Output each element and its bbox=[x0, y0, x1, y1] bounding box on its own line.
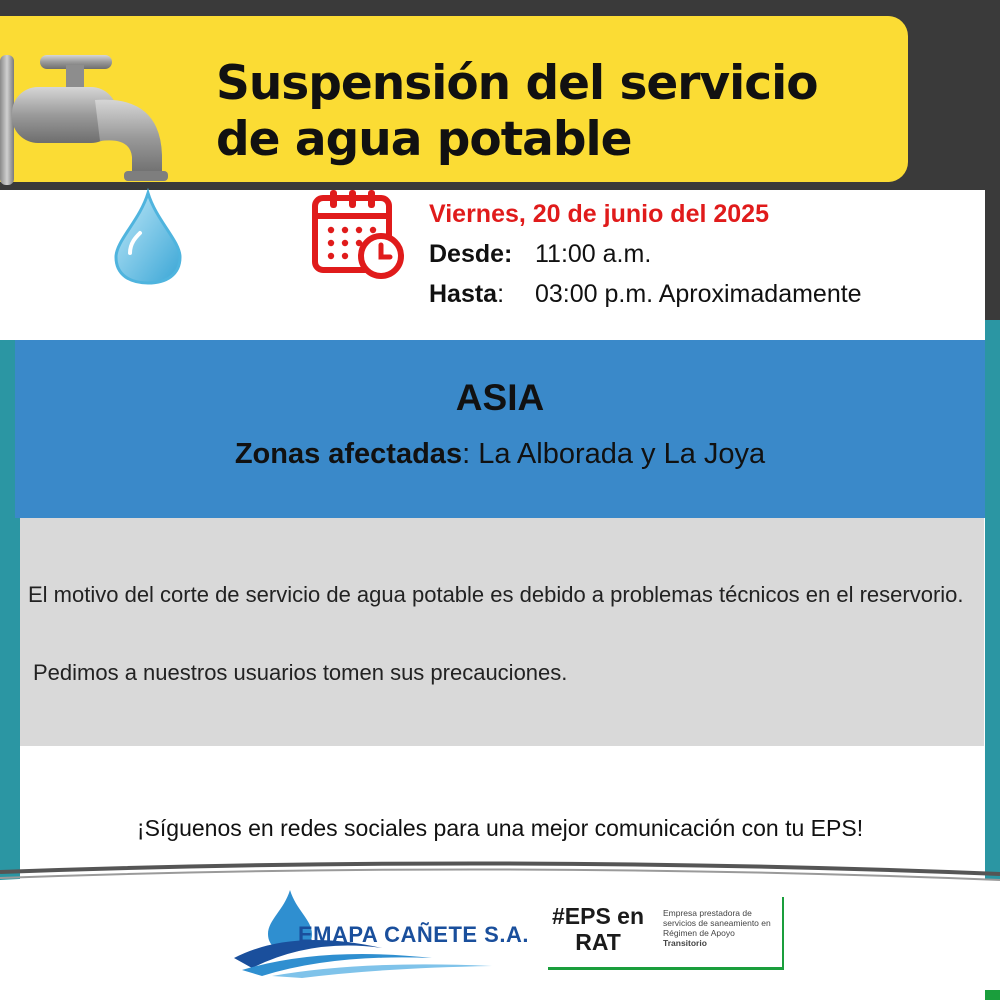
faucet-icon bbox=[0, 45, 190, 285]
title-line-1: Suspensión del servicio bbox=[216, 56, 818, 111]
eps-rat-title: #EPS en RAT bbox=[551, 903, 645, 955]
end-time-value: 03:00 p.m. Aproximadamente bbox=[535, 280, 862, 308]
affected-area-band bbox=[15, 340, 985, 518]
start-time bbox=[429, 240, 651, 269]
suspension-reason: El motivo del corte de servicio de agua potable es debido a problemas técnicos en el reservorio. bbox=[28, 582, 964, 607]
title-line-2: de agua potable bbox=[216, 112, 632, 167]
affected-zones-value: : La Alborada y La Joya bbox=[462, 438, 766, 470]
calendar-clock-icon bbox=[310, 188, 406, 280]
right-teal-frame bbox=[985, 320, 1000, 880]
district-name: ASIA bbox=[455, 377, 545, 418]
affected-zones bbox=[15, 438, 985, 471]
start-time-label: Desde: bbox=[429, 240, 513, 268]
page-title bbox=[216, 56, 876, 168]
suspension-date: Viernes, 20 de junio del 2025 bbox=[429, 200, 769, 228]
end-time bbox=[429, 280, 862, 309]
end-time-label: Hasta: bbox=[429, 280, 505, 308]
eps-rat-description: Empresa prestadora de servicios de saneamiento en Régimen de Apoyo Transitorio bbox=[663, 908, 771, 948]
green-corner-accent bbox=[985, 990, 1000, 1000]
social-follow-message: ¡Síguenos en redes sociales para una mejor comunicación con tu EPS! bbox=[136, 815, 864, 841]
water-drop-icon bbox=[116, 193, 180, 283]
notice-panel bbox=[20, 518, 984, 746]
precaution-message: Pedimos a nuestros usuarios tomen sus precauciones. bbox=[33, 660, 568, 685]
affected-zones-label: Zonas afectadas bbox=[234, 438, 463, 470]
emapa-logo-name: EMAPA CAÑETE S.A. bbox=[298, 922, 529, 947]
start-time-value: 11:00 a.m. bbox=[535, 240, 652, 268]
footer-divider bbox=[0, 858, 1000, 886]
